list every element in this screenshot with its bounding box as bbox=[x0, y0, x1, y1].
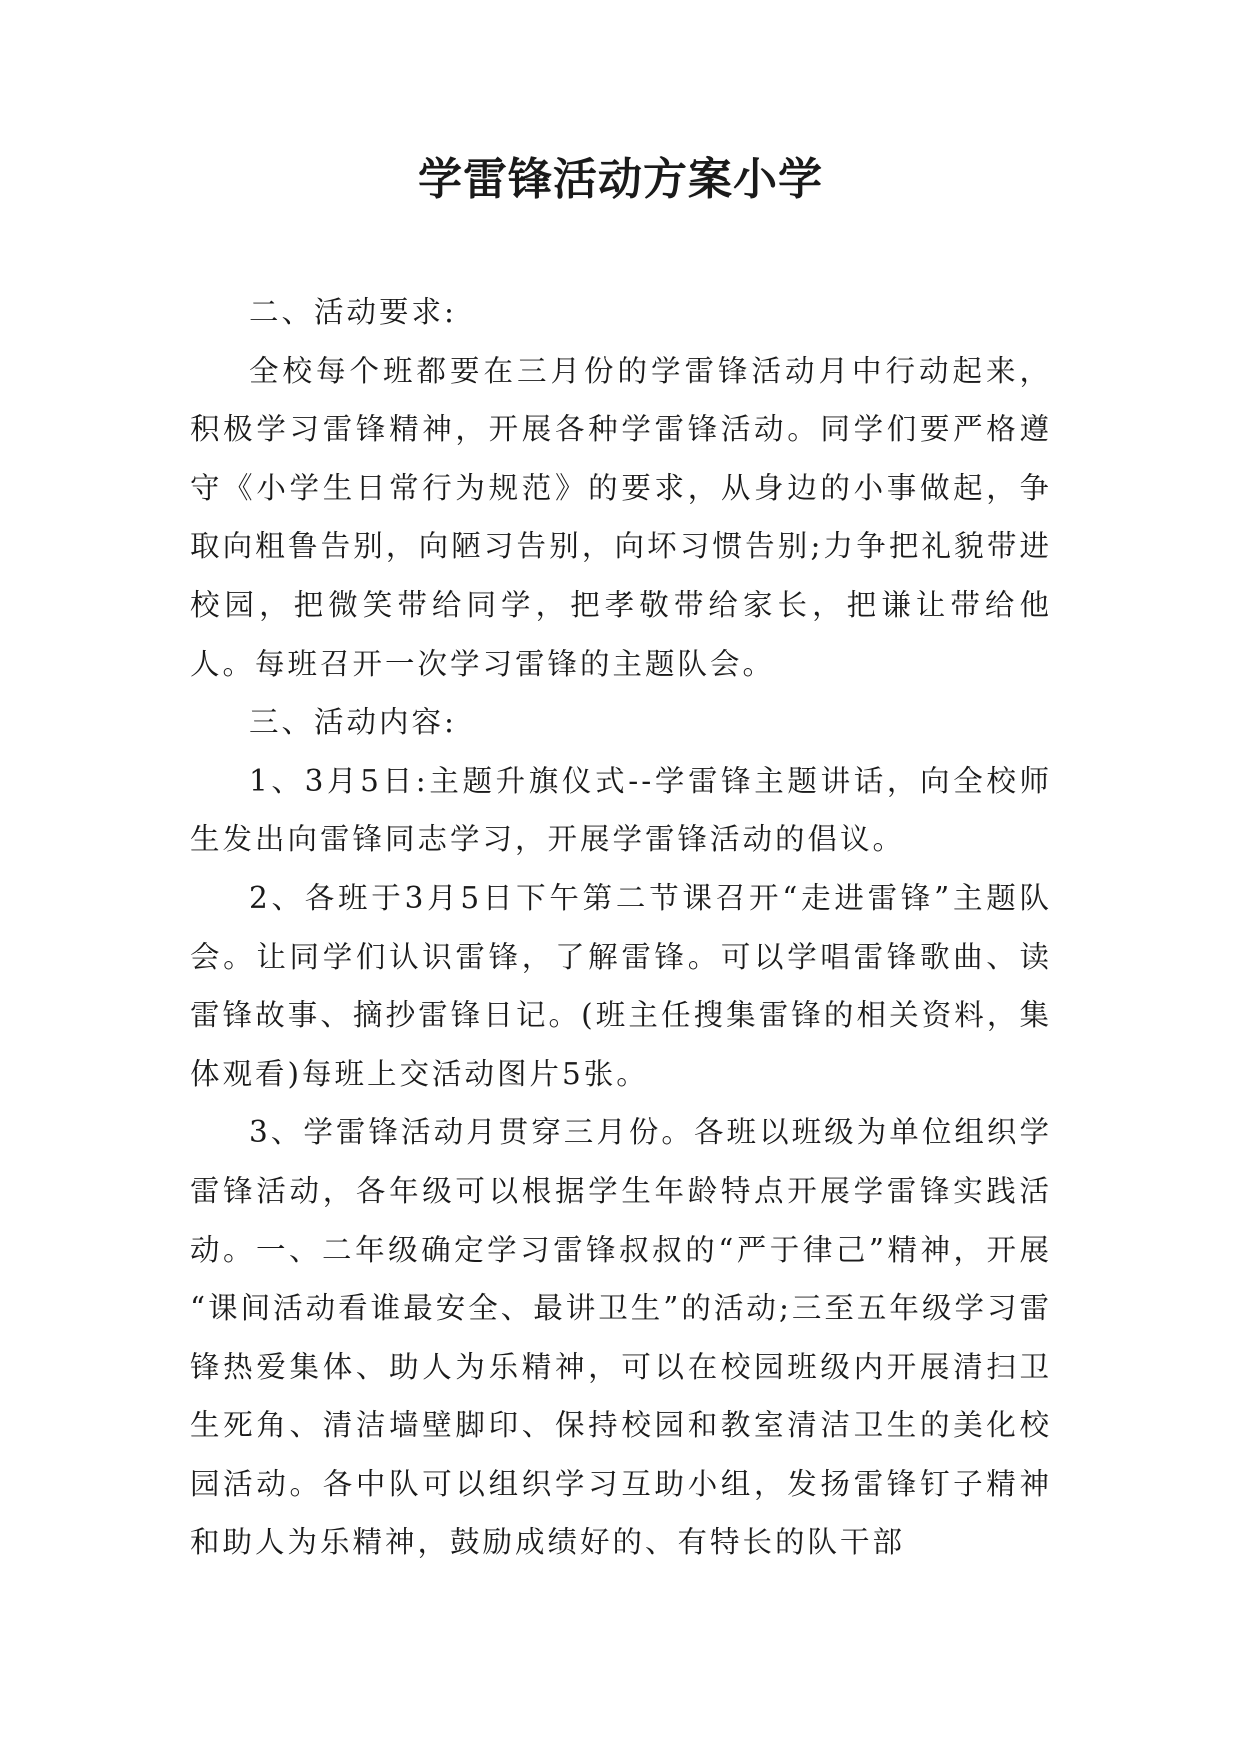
section-heading-requirements: 二、活动要求: bbox=[249, 295, 457, 329]
document-title: 学雷锋活动方案小学 bbox=[418, 154, 823, 205]
document-body bbox=[190, 283, 1052, 1572]
paragraph-item-3: 3、学雷锋活动月贯穿三月份。各班以班级为单位组织学雷锋活动，各年级可以根据学生年龄特点开展学雷锋实践活动。一、二年级确定学习雷锋叔叔的“严于律己”精神，开展 “课间活动看谁最安全、最讲卫生”的活动;三至五年级学习雷锋热爱集体、助人为乐精神，可以在校园班级内开展清扫卫生死角、清洁墙壁脚印、保持校园和教室清洁卫生的美化校园活动。各中队可以组织学习互助小组，发扬雷锋钉子精神和助人为乐精神，鼓励成绩好的、有特长的队干部 bbox=[190, 1115, 1052, 1560]
paragraph-requirements: 全校每个班都要在三月份的学雷锋活动月中行动起来，积极学习雷锋精神，开展各种学雷锋活动。同学们要严格遵守《小学生日常行为规范》的要求，从身边的小事做起，争取向粗鲁告别，向陋习告别，向坏习惯告别;力争把礼貌带进校园，把微笑带给同学，把孝敬带给家长，把谦让带给他人。每班召开一次学习雷锋的主题队会。 bbox=[190, 353, 1052, 681]
paragraph-item-1: 1、3月5日:主题升旗仪式--学雷锋主题讲话，向全校师生发出向雷锋同志学习，开展学雷锋活动的倡议。 bbox=[190, 763, 1052, 857]
paragraph-item-2: 2、各班于3月5日下午第二节课召开“走进雷锋”主题队会。让同学们认识雷锋，了解雷锋。可以学唱雷锋歌曲、读雷锋故事、摘抄雷锋日记。(班主任搜集雷锋的相关资料，集体观看)每班上交活动图片5张。 bbox=[190, 880, 1052, 1091]
section-heading-content: 三、活动内容: bbox=[249, 705, 457, 740]
